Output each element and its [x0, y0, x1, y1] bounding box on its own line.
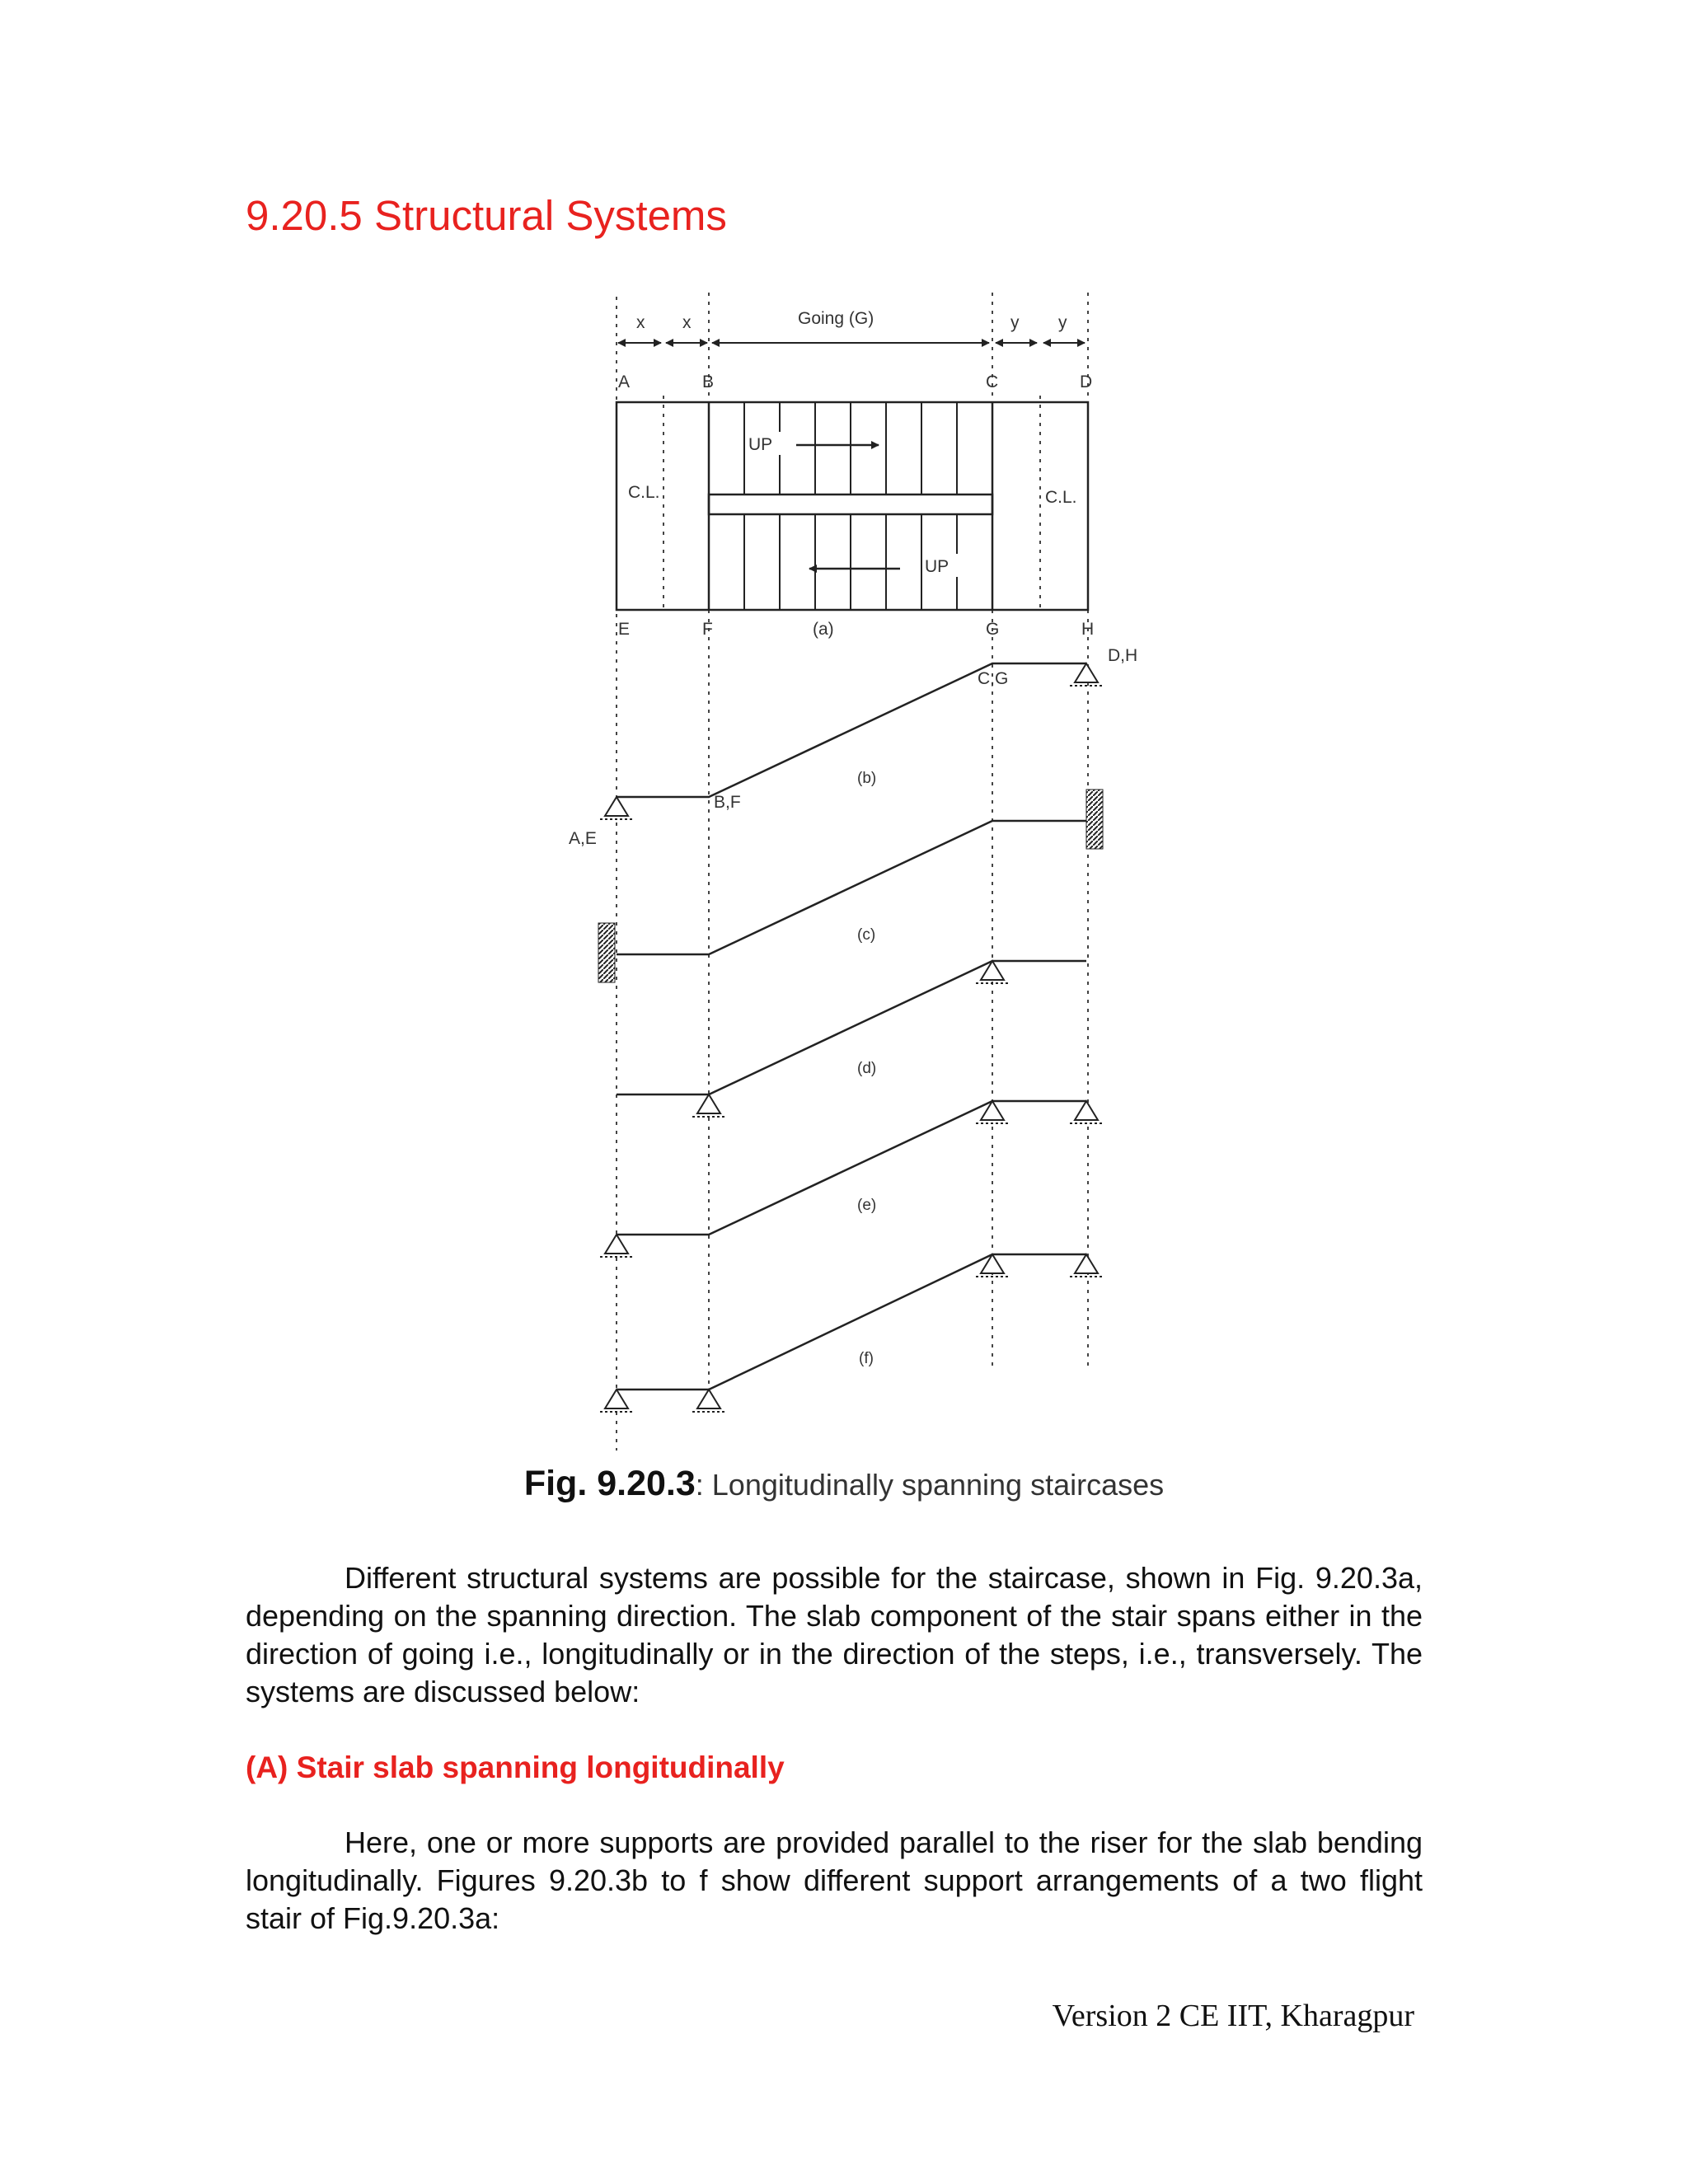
label-B: B — [702, 373, 715, 391]
figure-caption — [0, 1464, 1688, 1504]
page-footer: Version 2 CE IIT, Kharagpur — [1052, 1999, 1414, 2033]
slab-c — [617, 821, 1086, 954]
label-D: D — [1080, 373, 1093, 391]
label-BF: B,F — [714, 793, 741, 812]
fixed-support-icon — [1086, 790, 1103, 849]
subfig-label-a: (a) — [813, 620, 834, 639]
reference-lines — [617, 293, 1088, 1451]
label-C: C — [986, 373, 999, 391]
label-CG: C,G — [978, 669, 1009, 688]
label-x2: x — [682, 313, 692, 332]
subfig-label-f: (f) — [859, 1350, 874, 1367]
paragraph-2: Here, one or more supports are provided parallel to the riser for the slab bending longitudinally. Figures 9.20.3b to f show different support arrangements of a two flight stair of Fig.9.20.3a: — [246, 1825, 1423, 1935]
label-A: A — [618, 373, 631, 391]
section-title: 9.20.5 Structural Systems — [246, 192, 727, 239]
label-H: H — [1081, 620, 1095, 639]
caption-text: : Longitudinally spanning staircases — [695, 1468, 1165, 1502]
pin-support-icon — [600, 663, 1103, 819]
subheading: (A) Stair slab spanning longitudinally — [246, 1750, 785, 1784]
label-x1: x — [636, 313, 645, 332]
label-E: E — [618, 620, 631, 639]
subfig-label-e: (e) — [857, 1197, 877, 1214]
pin-support-icon — [600, 1254, 1103, 1412]
stair-plan — [617, 402, 1088, 610]
label-cl-right: C.L. — [1045, 488, 1077, 507]
slab-b — [617, 663, 1086, 797]
label-F: F — [702, 620, 713, 639]
pin-support-icon — [600, 1101, 1103, 1257]
subfig-label-d: (d) — [857, 1060, 877, 1077]
caption-number: Fig. 9.20.3 — [523, 1464, 696, 1503]
fixed-support-icon — [598, 923, 615, 982]
pin-support-icon — [692, 961, 1009, 1117]
slab-f — [617, 1254, 1086, 1390]
label-G: G — [986, 620, 1000, 639]
label-y1: y — [1010, 313, 1020, 332]
slab-d — [617, 961, 1086, 1094]
label-going: Going (G) — [798, 309, 874, 328]
label-AE: A,E — [569, 829, 597, 848]
label-up2: UP — [925, 557, 950, 576]
label-DH: D,H — [1108, 646, 1138, 665]
paragraph-1: Different structural systems are possible for the staircase, shown in Fig. 9.20.3a, depending on the spanning direction. The slab component of the stair spans either in the direction of going i.e., longitudinally or in the direction of the steps, i.e., transversely. The systems are discussed below: — [246, 1561, 1423, 1708]
subfig-label-c: (c) — [857, 926, 876, 944]
label-up1: UP — [748, 435, 773, 454]
subfig-label-b: (b) — [857, 770, 877, 787]
label-y2: y — [1058, 313, 1067, 332]
label-cl-left: C.L. — [628, 483, 660, 502]
slab-e — [617, 1101, 1086, 1235]
